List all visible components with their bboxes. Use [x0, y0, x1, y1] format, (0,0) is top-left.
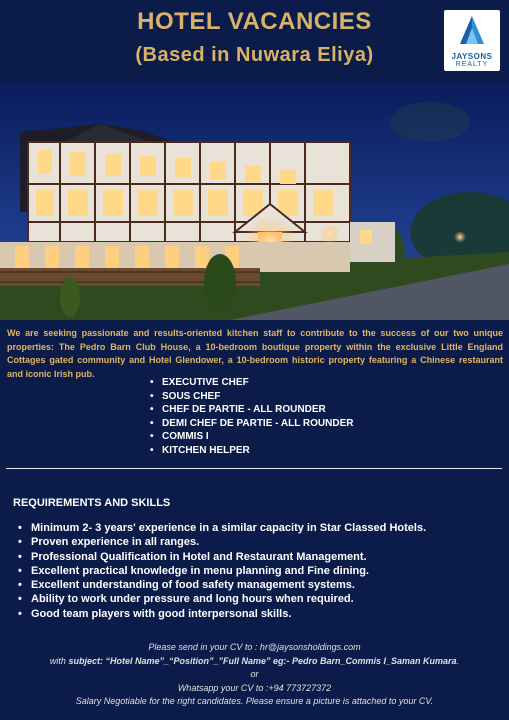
logo-subtext: REALTY	[455, 61, 489, 68]
contact-subject-line: with subject: “Hotel Name”_“Position”_”Full Name” eg:- Pedro Barn_Commis I_Saman Kumara.	[49, 655, 460, 666]
requirements-heading: REQUIREMENTS AND SKILLS	[13, 497, 171, 509]
list-item: • Professional Qualification in Hotel and Restaurant Management.	[18, 550, 367, 563]
list-item: • DEMI CHEF DE PARTIE - ALL ROUNDER	[150, 417, 354, 429]
positions-list	[150, 376, 353, 457]
list-item: • Excellent understanding of food safety management systems.	[18, 579, 355, 592]
header	[0, 0, 509, 82]
hotel-photo	[0, 82, 509, 320]
contact-or: or	[250, 669, 259, 680]
list-item: • COMMIS I	[150, 431, 209, 442]
triangle-logo-icon	[459, 14, 485, 50]
list-item: • Ability to work under pressure and long hours when required.	[18, 593, 354, 606]
logo-text: JAYSONS	[451, 52, 493, 61]
list-item: • Good team players with good interpersonal skills.	[18, 607, 292, 620]
divider	[6, 468, 502, 469]
list-item: • KITCHEN HELPER	[150, 444, 250, 456]
page-title: HOTEL VACANCIES	[137, 8, 372, 35]
intro-paragraph: We are seeking passionate and results-oriented kitchen staff to contribute to the success of our two unique properties: The Pedro Barn Club House, a 10-bedroom boutique property within the exclusive Little England Cottages gated community and Hotel Glendower, a 10-bedroom historic property featuring a Chinese restaurant and iconic Irish pub.	[7, 328, 503, 379]
list-item: • Proven experience in all ranges.	[18, 536, 200, 549]
list-item: • EXECUTIVE CHEF	[150, 377, 249, 388]
page-subtitle: (Based in Nuwara Eliya)	[135, 44, 374, 66]
jaysons-realty-logo	[444, 10, 500, 71]
contact-block	[0, 641, 509, 709]
contact-whatsapp-line: Whatsapp your CV to :+94 773727372	[177, 682, 332, 693]
contact-email-line: Please send in your CV to : hr@jaysonsholdings.com	[148, 642, 361, 652]
list-item: • Minimum 2- 3 years' experience in a similar capacity in Star Classed Hotels.	[18, 522, 427, 534]
list-item: • CHEF DE PARTIE - ALL ROUNDER	[150, 404, 326, 415]
list-item: • SOUS CHEF	[150, 390, 221, 402]
salary-note: Salary Negotiable for the right candidates. Please ensure a picture is attached to your CV.	[75, 696, 434, 707]
requirements-list	[18, 521, 426, 621]
list-item: • Excellent practical knowledge in menu planning and Fine dining.	[18, 564, 369, 577]
